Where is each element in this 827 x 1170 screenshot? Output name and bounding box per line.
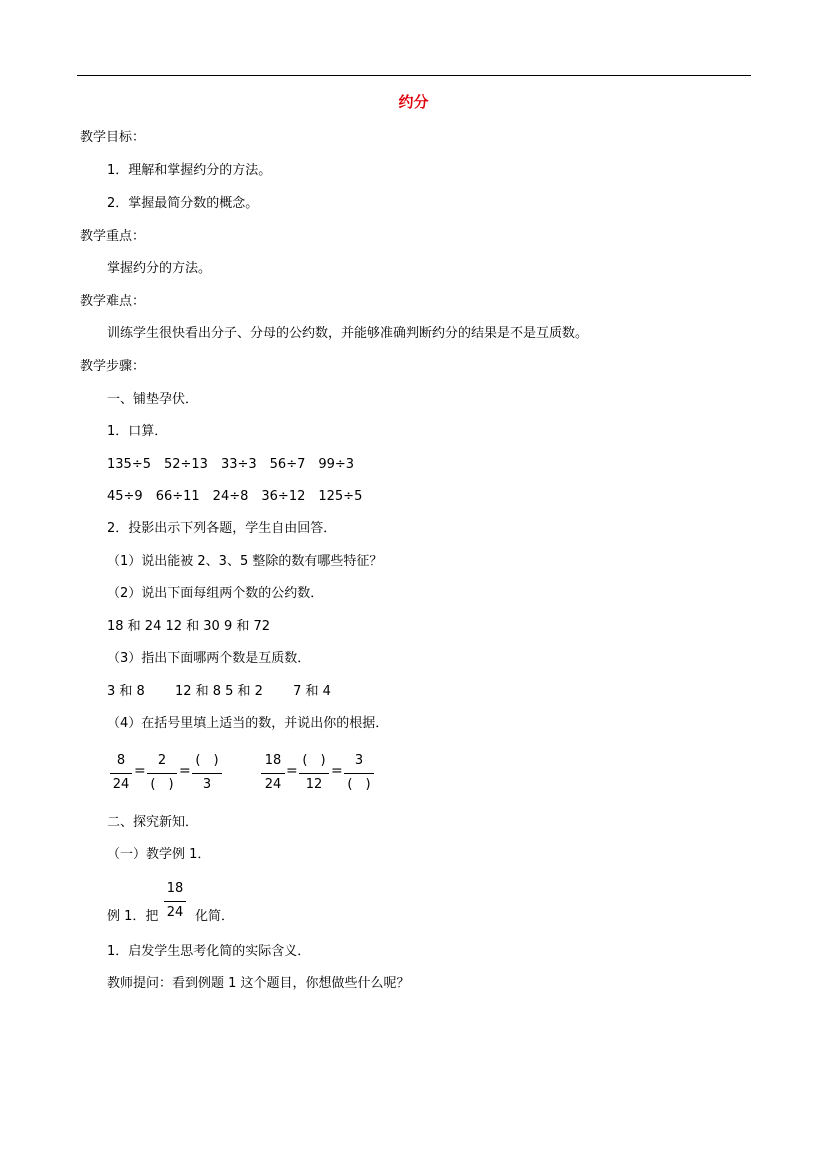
steps-heading: 教学步骤：: [80, 359, 146, 374]
example-title: （一）教学例 1．: [107, 847, 211, 862]
goals-heading: 教学目标：: [80, 130, 146, 145]
goal-1: 1．理解和掌握约分的方法。: [107, 163, 272, 178]
oral-calc: 1．口算．: [107, 424, 168, 439]
goal-2: 2．掌握最简分数的概念。: [107, 196, 259, 211]
fraction-bar: [110, 773, 132, 774]
fraction-numerator: 18: [166, 881, 184, 896]
key-heading: 教学重点：: [80, 229, 146, 244]
question-3-numbers: 3 和 8 12 和 8 5 和 2 7 和 4: [107, 684, 331, 699]
equals-sign: =: [134, 763, 146, 779]
inspire-text: 1．启发学生思考化简的实际含义．: [107, 944, 311, 959]
fraction-denominator: 24: [166, 905, 184, 920]
fraction-numerator: ( ): [195, 753, 219, 768]
question-1: （1）说出能被 2、3、5 整除的数有哪些特征？: [107, 554, 383, 569]
fraction-denominator: 24: [264, 777, 282, 792]
difficulty-heading: 教学难点：: [80, 294, 146, 309]
fraction-denominator: 3: [202, 777, 212, 792]
key-text: 掌握约分的方法。: [107, 261, 212, 276]
equals-sign: =: [179, 763, 191, 779]
page-title: 约分: [398, 93, 429, 111]
equals-sign: =: [286, 763, 298, 779]
question-4: （4）在括号里填上适当的数，并说出你的根据．: [107, 716, 389, 731]
calc-row-1: 135÷5 52÷13 33÷3 56÷7 99÷3: [107, 457, 355, 472]
example-suffix: 化简．: [195, 909, 235, 924]
equals-sign: =: [331, 763, 343, 779]
fraction-denominator: 24: [112, 777, 130, 792]
question-2: （2）说出下面每组两个数的公约数．: [107, 586, 324, 601]
difficulty-text: 训练学生很快看出分子、分母的公约数，并能够准确判断约分的结果是不是互质数。: [107, 326, 589, 341]
fraction-bar: [261, 773, 285, 774]
step-2: 二、探究新知．: [107, 815, 199, 830]
fraction-bar: [299, 773, 329, 774]
example-prefix: 例 1．把: [107, 909, 159, 924]
fraction-numerator: 8: [116, 753, 126, 768]
header-rule: [77, 75, 751, 76]
calc-row-2: 45÷9 66÷11 24÷8 36÷12 125÷5: [107, 489, 363, 504]
step-1: 一、铺垫孕伏．: [107, 392, 199, 407]
teacher-question: 教师提问：看到例题 1 这个题目，你想做些什么呢？: [107, 976, 410, 991]
fraction-denominator: 12: [305, 777, 323, 792]
fraction-denominator: ( ): [150, 777, 174, 792]
fraction-bar: [344, 773, 374, 774]
fraction-denominator: ( ): [347, 777, 371, 792]
fraction-bar: [192, 773, 222, 774]
question-3: （3）指出下面哪两个数是互质数．: [107, 651, 311, 666]
fraction-numerator: ( ): [302, 753, 326, 768]
question-2-numbers: 18 和 24 12 和 30 9 和 72: [107, 619, 271, 634]
fraction-numerator: 3: [354, 753, 364, 768]
fraction-bar: [164, 901, 186, 902]
projection-text: 2．投影出示下列各题，学生自由回答．: [107, 521, 337, 536]
fraction-numerator: 2: [157, 753, 167, 768]
fraction-numerator: 18: [264, 753, 282, 768]
fraction-bar: [147, 773, 177, 774]
